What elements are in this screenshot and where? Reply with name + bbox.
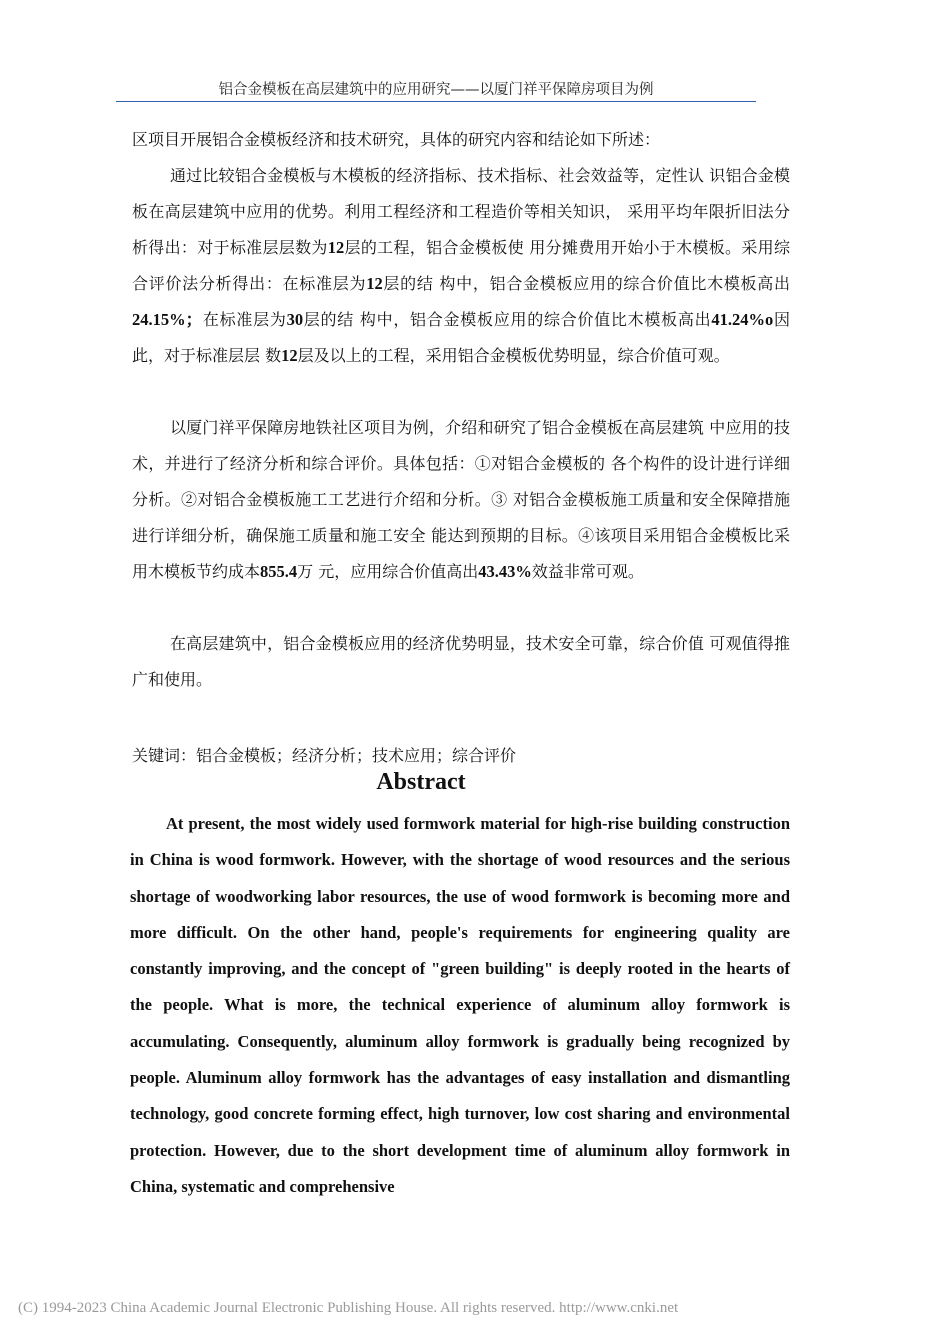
paragraph-continuation: 区项目开展铝合金模板经济和技术研究，具体的研究内容和结论如下所述： — [132, 130, 661, 149]
header-rule — [116, 101, 756, 102]
copyright-watermark: (C) 1994-2023 China Academic Journal Electronic Publishing House. All rights reserved. http://www.cnki.net — [18, 1300, 679, 1316]
paragraph-comparison: 通过比较铝合金模板与木模板的经济指标、技术指标、社会效益等，定性认 识铝合金模板在高层建筑中应用的优势。利用工程经济和工程造价等相关知识， 采用平均年限折旧法分析得出：对于标准层层数为12层的工程，铝合金模板使 用分摊费用开始小于木模板。采用综合评价法分析得出：在标准层为12层的结 构中，铝合金模板应用的综合价值比木模板高出24.15%；在标准层为30层的结 构中，铝合金模板应用的综合价值比木模板高出41.24%o因此，对于标准层层 数12层及以上的工程，采用铝合金模板优势明显，综合价值可观。 — [132, 166, 790, 365]
paragraph-case-study: 以厦门祥平保障房地铁社区项目为例，介绍和研究了铝合金模板在高层建筑 中应用的技术，并进行了经济分析和综合评价。具体包括：①对铝合金模板的 各个构件的设计进行详细分析。②对铝合金模板施工工艺进行介绍和分析。③ 对铝合金模板施工质量和安全保障措施进行详细分析，确保施工质量和施工安全 能达到预期的目标。④该项目采用铝合金模板比采用木模板节约成本855.4万 元，应用综合价值高出43.43%效益非常可观。 — [132, 418, 790, 581]
paragraph-conclusion: 在高层建筑中，铝合金模板应用的经济优势明显，技术安全可靠，综合价值 可观值得推广和使用。 — [132, 634, 790, 689]
abstract-title: Abstract — [376, 769, 466, 795]
abstract-body: At present, the most widely used formwork material for high-rise building construction in China is wood formwork. However, with the shortage of wood resources and the serious shortage of woodworking labor resources, the use of wood formwork is becoming more and more difficult. On the other hand, people's requirements for engineering quality are constantly improving, and the concept of "green building" is deeply rooted in the hearts of the people. What is more, the technical experience of aluminum alloy formwork is accumulating. Consequently, aluminum alloy formwork is gradually being recognized by people. Aluminum alloy formwork has the advantages of easy installation and dismantling technology, good concrete forming effect, high turnover, low cost sharing and environmental protection. However, due to the short development time of aluminum alloy formwork in China, systematic and comprehensive — [130, 814, 790, 1196]
running-header: 铝合金模板在高层建筑中的应用研究——以厦门祥平保障房项目为例 — [218, 82, 654, 98]
keywords: 关键词：铝合金模板；经济分析；技术应用；综合评价 — [132, 746, 517, 765]
